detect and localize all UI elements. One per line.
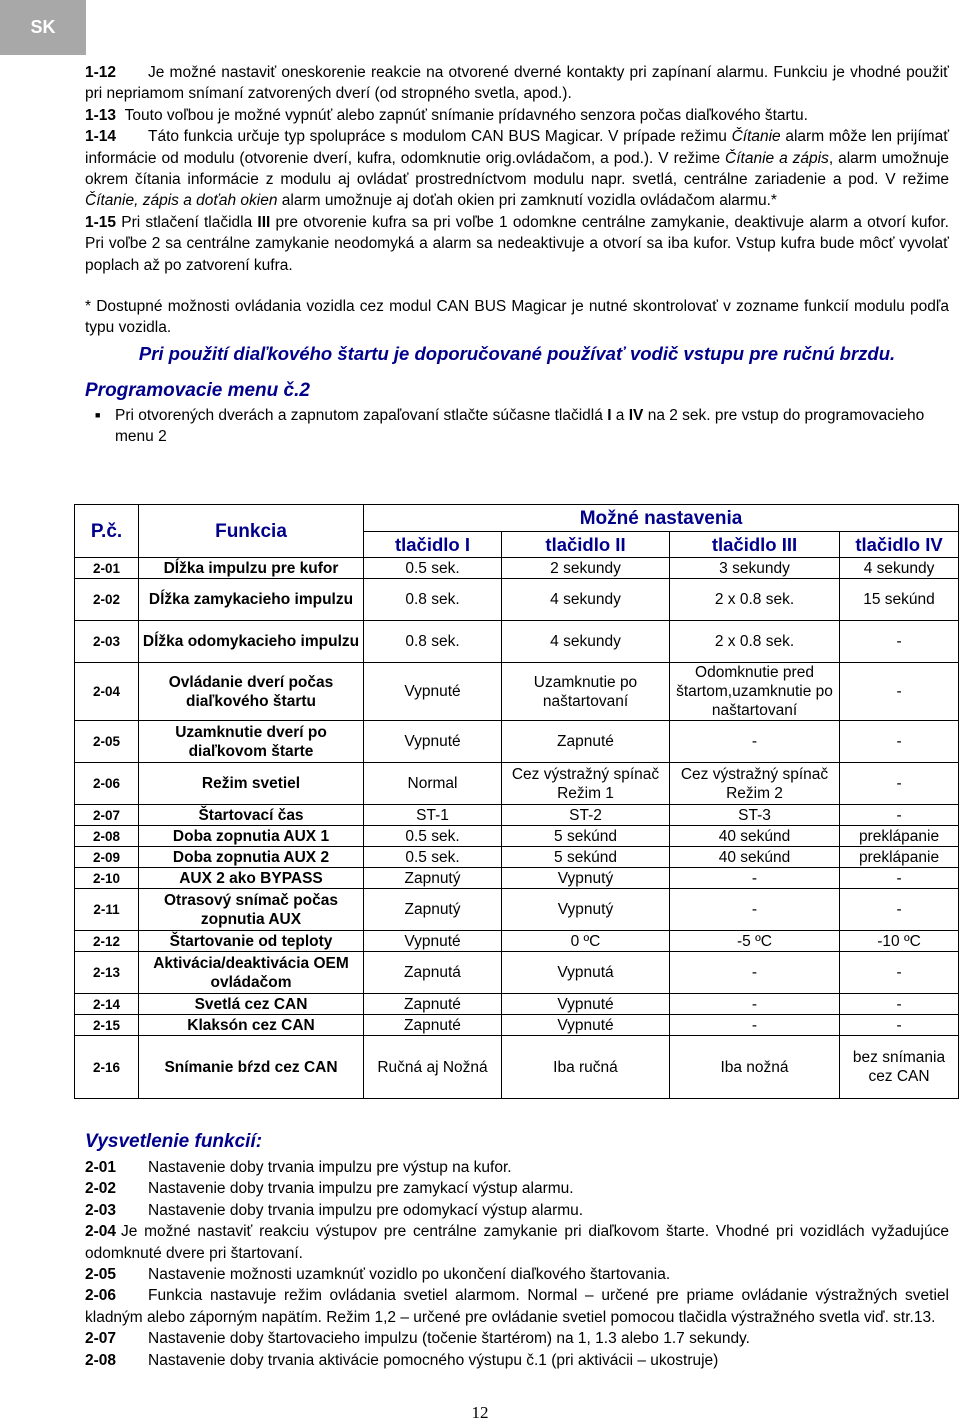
setting-value-button-3: 40 sekúnd xyxy=(670,847,840,868)
setting-value-button-3: ST-3 xyxy=(670,805,840,826)
table-row xyxy=(75,621,959,663)
item-text: Nastavenie doby trvania impulzu pre výstup na kufor. xyxy=(148,1159,512,1176)
setting-value-button-3: - xyxy=(670,994,840,1015)
item-number: 1-14 xyxy=(85,128,117,146)
item-number: 2-04 xyxy=(85,1223,117,1241)
setting-value-button-1: 0.5 sek. xyxy=(364,826,502,847)
table-header-row xyxy=(75,505,959,532)
setting-value-button-2: 2 sekundy xyxy=(502,558,670,579)
column-header-button-2: tlačidlo II xyxy=(502,532,670,558)
setting-value-button-2: 0 ºC xyxy=(502,931,670,952)
row-number: 2-16 xyxy=(75,1036,139,1099)
paragraph-text: alarm umožnuje aj doťah okien pri zamknutí vozidla ovládačom alarmu.* xyxy=(277,192,777,210)
row-number: 2-10 xyxy=(75,868,139,889)
explanation-item xyxy=(85,1328,949,1349)
setting-value-button-4: - xyxy=(840,1015,959,1036)
instruction-text: na 2 sek. pre vstup do programovacieho menu 2 xyxy=(115,406,925,446)
explanation-section xyxy=(85,1130,949,1371)
item-number: 1-13 xyxy=(85,106,117,124)
column-header-function: Funkcia xyxy=(139,505,364,558)
paragraph-text: Táto funkcia určuje typ spolupráce s modulom CAN BUS Magicar. V prípade režimu xyxy=(148,128,732,146)
table-row xyxy=(75,931,959,952)
explanation-item xyxy=(85,1264,949,1285)
warning-heading: Pri použití diaľkového štartu je doporučované používať vodič vstupu pre ručnú brzdu. xyxy=(138,342,896,364)
setting-value-button-4: preklápanie xyxy=(840,847,959,868)
setting-value-button-4: - xyxy=(840,721,959,763)
table-row xyxy=(75,868,959,889)
explanation-item xyxy=(85,1178,949,1199)
table-row xyxy=(75,826,959,847)
row-number: 2-07 xyxy=(75,805,139,826)
instruction-text: a xyxy=(611,406,629,424)
setting-value-button-2: 4 sekundy xyxy=(502,579,670,621)
setting-value-button-4: - xyxy=(840,952,959,994)
setting-value-button-1: Zapnuté xyxy=(364,1015,502,1036)
explanation-title: Vysvetlenie funkcií: xyxy=(85,1131,263,1152)
explanation-item xyxy=(85,1157,949,1178)
row-function: Klaksón cez CAN xyxy=(139,1015,364,1036)
item-number: 2-02 xyxy=(85,1180,117,1198)
setting-value-button-4: -10 ºC xyxy=(840,931,959,952)
setting-value-button-1: Vypnuté xyxy=(364,663,502,721)
explanation-item xyxy=(85,1350,949,1371)
table-row xyxy=(75,889,959,931)
page-number: 12 xyxy=(471,1403,489,1422)
setting-value-button-2: 5 sekúnd xyxy=(502,826,670,847)
setting-value-button-3: - xyxy=(670,721,840,763)
mode-name: Čítanie, zápis a doťah okien xyxy=(85,192,278,210)
setting-value-button-2: 4 sekundy xyxy=(502,621,670,663)
setting-value-button-4: bez snímania cez CAN xyxy=(840,1036,959,1099)
row-function: Snímanie bŕzd cez CAN xyxy=(139,1036,364,1099)
row-function: Štartovací čas xyxy=(139,805,364,826)
row-function: Režim svetiel xyxy=(139,763,364,805)
table-row xyxy=(75,847,959,868)
setting-value-button-4: - xyxy=(840,868,959,889)
paragraph-text: Touto voľbou je možné vypnúť alebo zapnúť snímanie prídavného senzora počas diaľkového štartu. xyxy=(124,106,808,124)
table-row xyxy=(75,721,959,763)
row-number: 2-08 xyxy=(75,826,139,847)
setting-value-button-3: 3 sekundy xyxy=(670,558,840,579)
table-row xyxy=(75,663,959,721)
setting-value-button-2: Vypnuté xyxy=(502,1015,670,1036)
button-name: I xyxy=(607,406,612,424)
menu-title: Programovacie menu č.2 xyxy=(85,379,310,401)
table-row xyxy=(75,579,959,621)
setting-value-button-4: - xyxy=(840,889,959,931)
explanation-item xyxy=(85,1221,949,1264)
mode-name: Čítanie xyxy=(731,128,781,146)
column-header-button-3: tlačidlo III xyxy=(670,532,840,558)
table-row xyxy=(75,994,959,1015)
setting-value-button-3: - xyxy=(670,868,840,889)
row-function: Ovládanie dverí počas diaľkového štartu xyxy=(139,663,364,721)
column-header-number: P.č. xyxy=(75,505,139,558)
setting-value-button-1: Vypnuté xyxy=(364,721,502,763)
setting-value-button-2: Uzamknutie po naštartovaní xyxy=(502,663,670,721)
setting-value-button-1: Zapnutý xyxy=(364,868,502,889)
row-function: Dĺžka zamykacieho impulzu xyxy=(139,579,364,621)
setting-value-button-2: Vypnutá xyxy=(502,952,670,994)
intro-section xyxy=(85,62,949,448)
table-row xyxy=(75,558,959,579)
setting-value-button-2: Zapnuté xyxy=(502,721,670,763)
setting-value-button-3: Cez výstražný spínač Režim 2 xyxy=(670,763,840,805)
paragraph-1-12 xyxy=(85,62,949,105)
explanation-item xyxy=(85,1200,949,1221)
setting-value-button-3: - xyxy=(670,1015,840,1036)
paragraph-text: , alarm umožnuje okrem čítania informácie z modulu aj ovládať prostredníctvom modulu napr. svetlá, centrálne zariadenie a pod. V režime xyxy=(85,149,950,189)
setting-value-button-2: Cez výstražný spínač Režim 1 xyxy=(502,763,670,805)
setting-value-button-1: Vypnuté xyxy=(364,931,502,952)
setting-value-button-1: 0.8 sek. xyxy=(364,579,502,621)
table-row xyxy=(75,1036,959,1099)
setting-value-button-3: Odomknutie pred štartom,uzamknutie po naštartovaní xyxy=(670,663,840,721)
setting-value-button-1: ST-1 xyxy=(364,805,502,826)
setting-value-button-2: ST-2 xyxy=(502,805,670,826)
setting-value-button-3: Iba nožná xyxy=(670,1036,840,1099)
paragraph-1-13 xyxy=(85,105,949,126)
item-number: 2-05 xyxy=(85,1266,117,1284)
setting-value-button-2: Vypnutý xyxy=(502,889,670,931)
mode-name: Čítanie a zápis xyxy=(725,149,829,167)
item-text: Funkcia nastavuje režim ovládania svetiel alarmom. Normal – určené pre priame ovládanie výstražných svetiel kladným alebo záporným napätím. Režim 1,2 – určené pre ovládanie svetiel pomocou tlačidla výstražného svetla viď. str.13. xyxy=(85,1287,949,1326)
item-text: Nastavenie doby štartovacieho impulzu (točenie štartérom) na 1, 1.3 alebo 1.7 sekundy. xyxy=(148,1330,750,1348)
setting-value-button-4: - xyxy=(840,805,959,826)
item-number: 2-06 xyxy=(85,1287,117,1305)
row-number: 2-04 xyxy=(75,663,139,721)
setting-value-button-4: preklápanie xyxy=(840,826,959,847)
row-number: 2-13 xyxy=(75,952,139,994)
row-number: 2-11 xyxy=(75,889,139,931)
row-function: Doba zopnutia AUX 2 xyxy=(139,847,364,868)
setting-value-button-1: Zapnutá xyxy=(364,952,502,994)
item-text: Nastavenie doby trvania impulzu pre zamykací výstup alarmu. xyxy=(148,1180,574,1198)
explanation-item xyxy=(85,1285,949,1328)
row-number: 2-14 xyxy=(75,994,139,1015)
item-number: 2-01 xyxy=(85,1159,117,1176)
row-function: Dĺžka odomykacieho impulzu xyxy=(139,621,364,663)
setting-value-button-4: - xyxy=(840,763,959,805)
setting-value-button-1: 0.8 sek. xyxy=(364,621,502,663)
setting-value-button-3: 2 x 0.8 sek. xyxy=(670,621,840,663)
setting-value-button-1: Ručná aj Nožná xyxy=(364,1036,502,1099)
setting-value-button-2: Vypnutý xyxy=(502,868,670,889)
setting-value-button-1: Zapnuté xyxy=(364,994,502,1015)
row-function: Svetlá cez CAN xyxy=(139,994,364,1015)
table-row xyxy=(75,952,959,994)
item-text: Nastavenie možnosti uzamknúť vozidlo po ukončení diaľkového štartovania. xyxy=(148,1266,671,1284)
paragraph-text: alarm môže len prijímať informácie od modulu (otvorenie dverí, kufra, odomknutie orig.ovládačom, a pod.). V režime xyxy=(85,128,950,167)
row-number: 2-09 xyxy=(75,847,139,868)
setting-value-button-1: Zapnutý xyxy=(364,889,502,931)
row-function: AUX 2 ako BYPASS xyxy=(139,868,364,889)
row-number: 2-06 xyxy=(75,763,139,805)
setting-value-button-4: - xyxy=(840,621,959,663)
paragraph-text: Je možné nastaviť oneskorenie reakcie na otvorené dverné kontakty pri zapínaní alarmu. Funkciu je vhodné použiť pri nepriamom snímaní zatvorených dverí (od stropného svetla, apod.). xyxy=(85,64,949,103)
paragraph-text: pre otvorenie kufra sa pri voľbe 1 odomkne centrálne zamykanie, deaktivuje alarm a otvorí kufor. Pri voľbe 2 sa centrálne zamykanie neodomyká a alarm sa nedeaktivuje a otvorí sa iba kufor. Vstup kufra bude môcť vyvolať poplach až po zatvorení kufra. xyxy=(85,213,949,274)
button-name: III xyxy=(257,213,271,231)
setting-value-button-4: 4 sekundy xyxy=(840,558,959,579)
setting-value-button-2: 5 sekúnd xyxy=(502,847,670,868)
row-number: 2-12 xyxy=(75,931,139,952)
setting-value-button-4: 15 sekúnd xyxy=(840,579,959,621)
paragraph-1-14 xyxy=(85,126,949,212)
item-number: 2-08 xyxy=(85,1351,117,1369)
setting-value-button-3: - xyxy=(670,952,840,994)
row-function: Aktivácia/deaktivácia OEM ovládačom xyxy=(139,952,364,994)
table-row xyxy=(75,805,959,826)
item-text: Nastavenie doby trvania impulzu pre odomykací výstup alarmu. xyxy=(148,1201,584,1219)
row-number: 2-05 xyxy=(75,721,139,763)
setting-value-button-3: 40 sekúnd xyxy=(670,826,840,847)
row-number: 2-02 xyxy=(75,579,139,621)
setting-value-button-3: 2 x 0.8 sek. xyxy=(670,579,840,621)
row-function: Otrasový snímač počas zopnutia AUX xyxy=(139,889,364,931)
table-row xyxy=(75,763,959,805)
setting-value-button-2: Iba ručná xyxy=(502,1036,670,1099)
bullet-icon: ■ xyxy=(95,409,101,420)
row-function: Dĺžka impulzu pre kufor xyxy=(139,558,364,579)
column-header-button-4: tlačidlo IV xyxy=(840,532,959,558)
item-number: 2-03 xyxy=(85,1201,117,1219)
item-text: Je možné nastaviť reakciu výstupov pre centrálne zamykanie pri diaľkovom štarte. Vhodné pri vozidlách vyžadujúce odomknuté dvere pri štartovaní. xyxy=(85,1223,949,1262)
settings-table xyxy=(74,504,959,1099)
item-text: Nastavenie doby trvania aktivácie pomocného výstupu č.1 (pri aktivácii – ukostruje) xyxy=(148,1351,719,1369)
setting-value-button-1: 0.5 sek. xyxy=(364,558,502,579)
setting-value-button-1: Normal xyxy=(364,763,502,805)
row-function: Štartovanie od teploty xyxy=(139,931,364,952)
row-number: 2-01 xyxy=(75,558,139,579)
row-number: 2-15 xyxy=(75,1015,139,1036)
row-number: 2-03 xyxy=(75,621,139,663)
instruction-text: Pri otvorených dverách a zapnutom zapaľovaní stlačte súčasne tlačidlá xyxy=(115,406,608,424)
item-number: 1-15 xyxy=(85,213,117,231)
language-badge: SK xyxy=(0,0,86,55)
menu-instruction xyxy=(85,405,949,448)
setting-value-button-3: - xyxy=(670,889,840,931)
paragraph-text: Pri stlačení tlačidla xyxy=(116,213,258,231)
item-number: 2-07 xyxy=(85,1330,117,1348)
setting-value-button-2: Vypnuté xyxy=(502,994,670,1015)
setting-value-button-4: - xyxy=(840,994,959,1015)
setting-value-button-4: - xyxy=(840,663,959,721)
button-name: IV xyxy=(628,406,644,424)
row-function: Uzamknutie dverí po diaľkovom štarte xyxy=(139,721,364,763)
footnote: * Dostupné možnosti ovládania vozidla cez modul CAN BUS Magicar je nutné skontrolovať v zozname funkcií modulu podľa typu vozidla. xyxy=(85,298,949,337)
setting-value-button-1: 0.5 sek. xyxy=(364,847,502,868)
item-number: 1-12 xyxy=(85,64,117,81)
table-row xyxy=(75,1015,959,1036)
setting-value-button-3: -5 ºC xyxy=(670,931,840,952)
row-function: Doba zopnutia AUX 1 xyxy=(139,826,364,847)
column-header-button-1: tlačidlo I xyxy=(364,532,502,558)
column-header-settings: Možné nastavenia xyxy=(364,505,959,532)
paragraph-1-15 xyxy=(85,212,949,276)
